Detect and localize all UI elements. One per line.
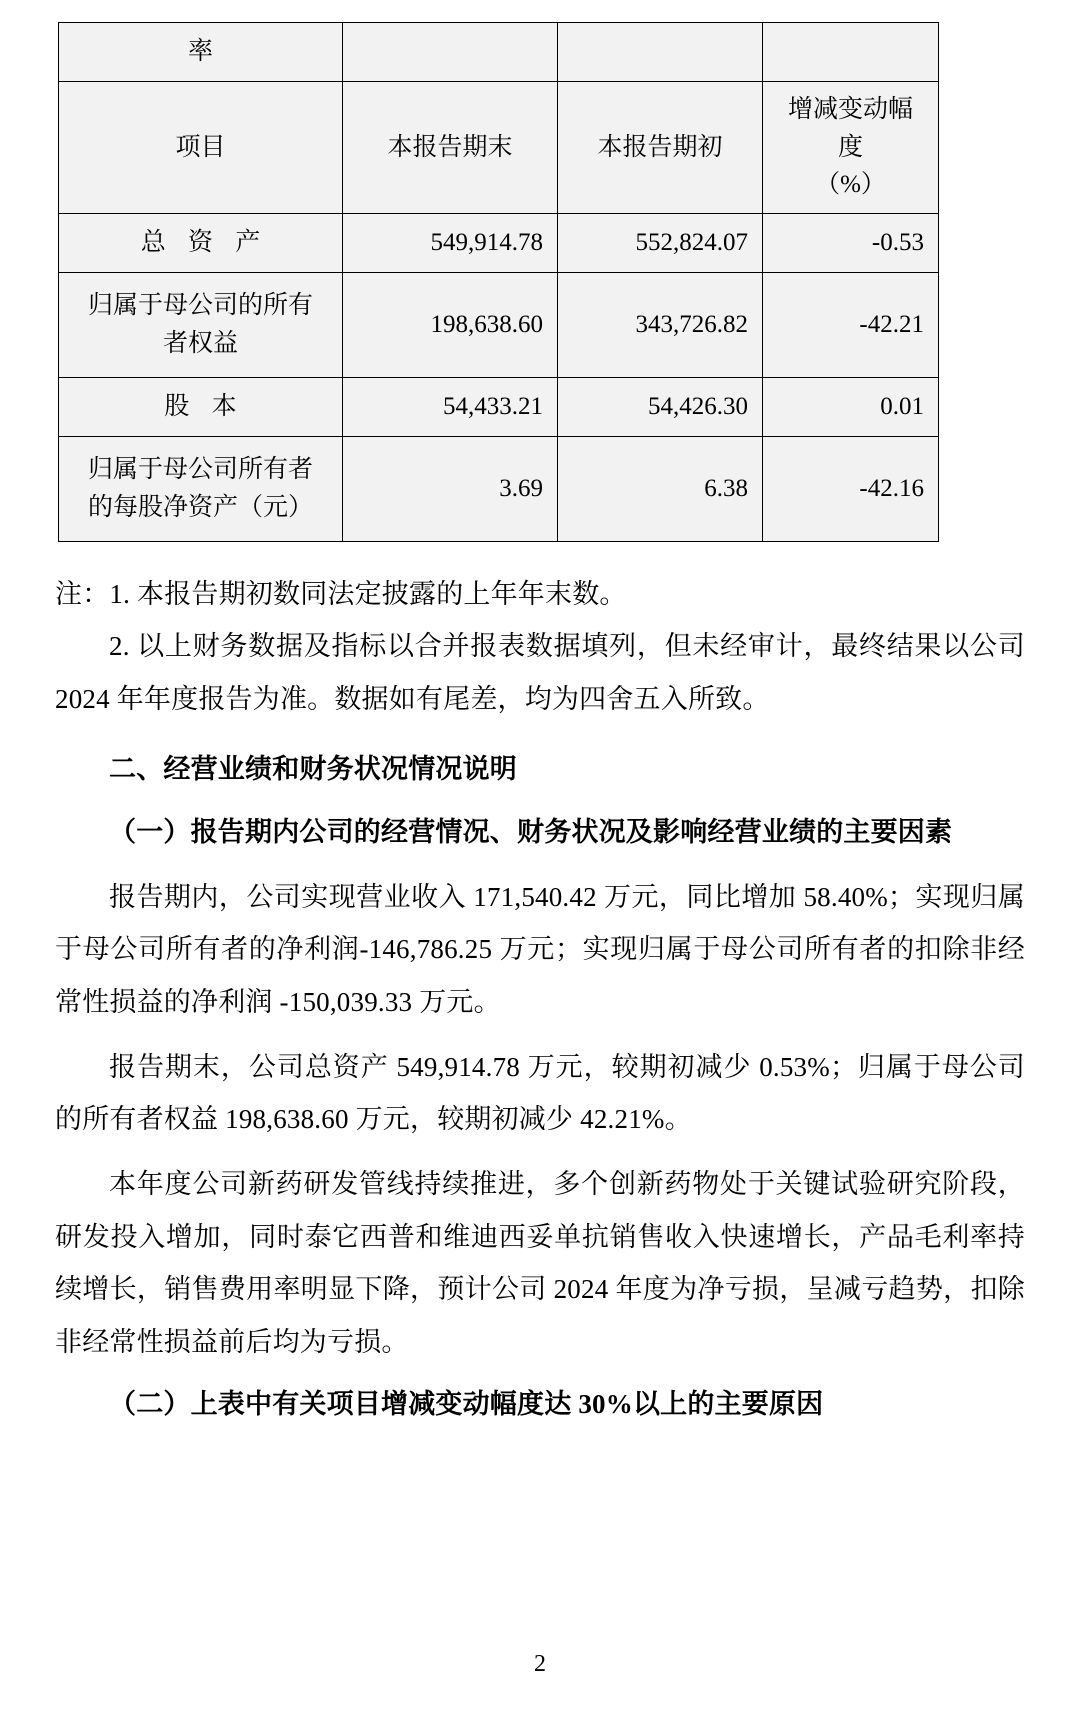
partial-row-cell-2 [558, 23, 763, 82]
row-label-line1: 归属于母公司的所有 [87, 292, 313, 319]
column-header-period-begin: 本报告期初 [558, 82, 763, 214]
row-label-total-assets [59, 213, 343, 272]
column-header-change-line1: 增减变动幅度 [787, 96, 913, 161]
cell-period-begin: 54,426.30 [558, 377, 763, 436]
cell-period-end: 549,914.78 [343, 213, 558, 272]
cell-change: -42.16 [763, 436, 939, 541]
cell-period-end: 198,638.60 [343, 272, 558, 377]
subsection-title-1: （一）报告期内公司的经营情况、财务状况及影响经营业绩的主要因素 [109, 817, 953, 848]
column-header-item: 项目 [59, 82, 343, 214]
table-row-partial [59, 23, 939, 82]
cell-period-begin: 343,726.82 [558, 272, 763, 377]
column-header-change-line2: （%） [815, 171, 886, 198]
table-row [59, 436, 939, 541]
partial-row-cell-1 [343, 23, 558, 82]
partial-row-label: 率 [59, 23, 343, 82]
page-number: 2 [534, 1651, 546, 1677]
cell-change: -0.53 [763, 213, 939, 272]
table-row [59, 377, 939, 436]
row-label-equity [59, 272, 343, 377]
table-header-row [59, 82, 939, 214]
note-1: 注：1. 本报告期初数同法定披露的上年年末数。 [55, 578, 627, 609]
paragraph-balance-sheet: 报告期末，公司总资产 549,914.78 万元，较期初减少 0.53%；归属于母公司的所有者权益 198,638.60 万元，较期初减少 42.21%。 [55, 1051, 1025, 1135]
financial-summary-table [58, 22, 939, 542]
row-label-nav-per-share [59, 436, 343, 541]
table-row [59, 272, 939, 377]
cell-period-end: 54,433.21 [343, 377, 558, 436]
partial-row-cell-3 [763, 23, 939, 82]
row-label-line2: 者权益 [162, 329, 238, 357]
note-2: 2. 以上财务数据及指标以合并报表数据填列，但未经审计，最终结果以公司 2024 年年度报告为准。数据如有尾差，均为四舍五入所致。 [55, 631, 1025, 714]
paragraph-pipeline: 本年度公司新药研发管线持续推进，多个创新药物处于关键试验研究阶段，研发投入增加，同时泰它西普和维迪西妥单抗销售收入快速增长，产品毛利率持续增长，销售费用率明显下降，预计公司 2024 年度为净亏损，呈减亏趋势，扣除非经常性损益前后均为亏损。 [55, 1168, 1025, 1357]
paragraph-operating-results: 报告期内，公司实现营业收入 171,540.42 万元，同比增加 58.40%；实现归属于母公司所有者的净利润-146,786.25 万元；实现归属于母公司所有者的扣除非经常性损益的净利润 -150,039.33 万元。 [55, 881, 1025, 1017]
cell-change: 0.01 [763, 377, 939, 436]
cell-period-begin: 552,824.07 [558, 213, 763, 272]
row-label-text: 总 资 产 [140, 228, 269, 256]
cell-period-begin: 6.38 [558, 436, 763, 541]
column-header-change [763, 82, 939, 214]
column-header-period-end: 本报告期末 [343, 82, 558, 214]
document-page [0, 22, 1080, 1716]
cell-period-end: 3.69 [343, 436, 558, 541]
subsection-title-2: （二）上表中有关项目增减变动幅度达 30%以上的主要原因 [109, 1389, 824, 1420]
section-title-2: 二、经营业绩和财务状况情况说明 [109, 754, 517, 785]
row-label-text: 股 本 [164, 392, 245, 420]
cell-change: -42.21 [763, 272, 939, 377]
row-label-line2: 的每股净资产（元） [87, 493, 313, 521]
row-label-line1: 归属于母公司所有者 [87, 456, 313, 483]
row-label-share-capital [59, 377, 343, 436]
table-row [59, 213, 939, 272]
